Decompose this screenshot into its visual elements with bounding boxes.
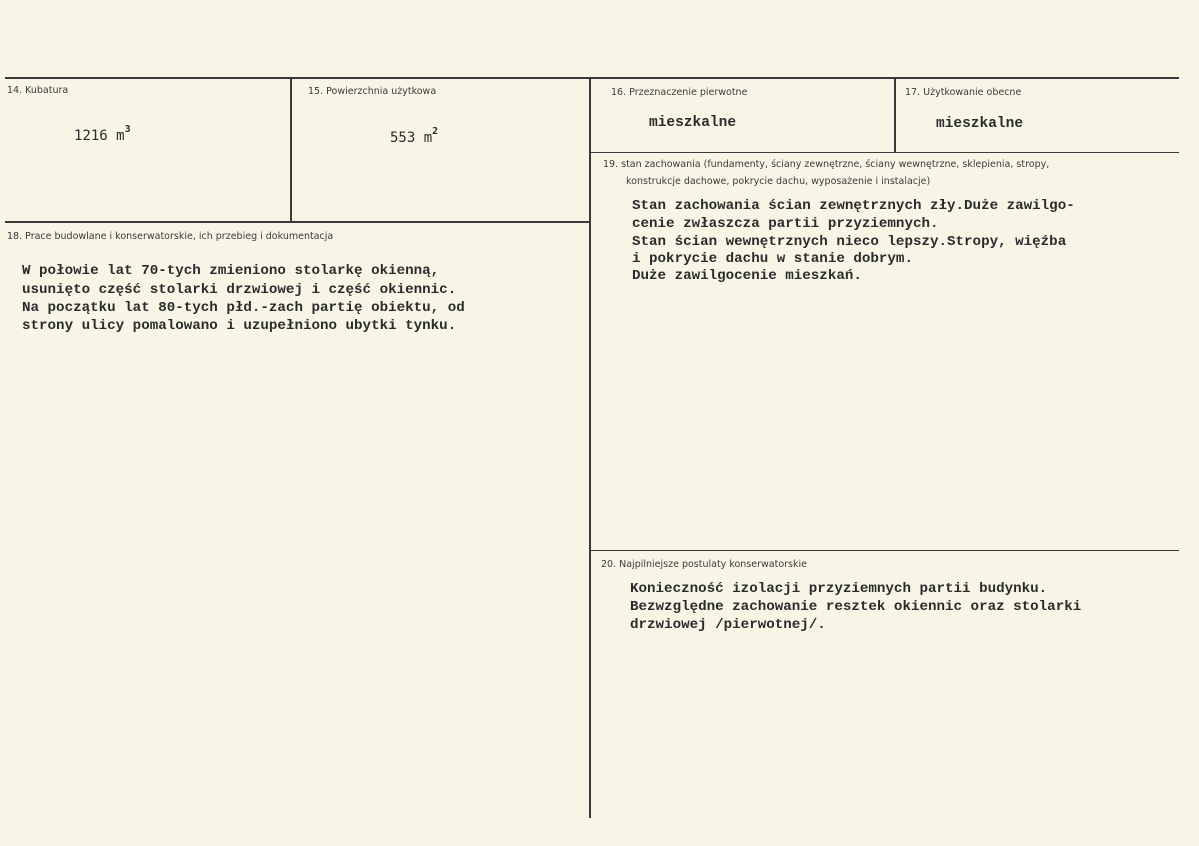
field-14-value (74, 124, 131, 144)
powierzchnia-unit-exponent: 2 (432, 126, 439, 137)
field-20-line-1: Konieczność izolacji przyziemnych partii budynku. (630, 581, 1048, 597)
field-20-label: 20. Najpilniejsze postulaty konserwatorskie (601, 559, 807, 570)
field-17-value: mieszkalne (936, 116, 1024, 132)
powierzchnia-number: 553 (390, 130, 416, 146)
center-divider (589, 78, 591, 818)
field-14-label: 14. Kubatura (7, 85, 69, 96)
field-18-label: 18. Prace budowlane i konserwatorskie, ich przebieg i dokumentacja (7, 231, 334, 242)
field-17-label: 17. Użytkowanie obecne (905, 87, 1022, 98)
powierzchnia-unit: m (423, 130, 433, 146)
field-19-line-1: Stan zachowania ścian zewnętrznych zły.Duże zawilgo- (632, 198, 1075, 214)
field-18-line-3: Na początku lat 80-tych płd.-zach partię obiektu, od (22, 300, 465, 316)
field-16-label: 16. Przeznaczenie pierwotne (611, 87, 748, 98)
field-19-line-4: i pokrycie dachu w stanie dobrym. (632, 251, 913, 267)
field-15-value (390, 126, 438, 146)
divider-14-15 (290, 78, 292, 222)
kubatura-number: 1216 (74, 128, 108, 144)
divider-16-17 (894, 78, 896, 152)
top-rule (5, 77, 1179, 79)
field-19-label-line-2: konstrukcje dachowe, pokrycie dachu, wyposażenie i instalacje) (626, 176, 931, 187)
field-16-value: mieszkalne (649, 115, 737, 131)
field-19-label-line-1: 19. stan zachowania (fundamenty, ściany zewnętrzne, ściany wewnętrzne, sklepienia, stropy, (603, 159, 1050, 170)
field-20-line-3: drzwiowej /pierwotnej/. (630, 617, 826, 633)
field-20-line-2: Bezwzględne zachowanie resztek okiennic oraz stolarki (630, 599, 1082, 615)
field-19-line-5: Duże zawilgocenie mieszkań. (632, 268, 862, 284)
rule-below-16-17 (590, 152, 1179, 153)
field-15-label: 15. Powierzchnia użytkowa (308, 86, 437, 97)
field-19-line-3: Stan ścian wewnętrznych nieco lepszy.Stropy, więźba (632, 234, 1067, 250)
field-18-line-1: W połowie lat 70-tych zmieniono stolarkę okienną, (22, 263, 440, 279)
field-18-line-4: strony ulicy pomalowano i uzupełniono ubytki tynku. (22, 318, 457, 334)
rule-below-14-15 (5, 221, 591, 223)
field-18-line-2: usunięto część stolarki drzwiowej i część okiennic. (22, 282, 457, 298)
kubatura-unit-exponent: 3 (124, 124, 131, 135)
kubatura-unit: m (116, 128, 125, 144)
rule-above-20 (590, 550, 1179, 551)
field-19-line-2: cenie zwłaszcza partii przyziemnych. (632, 216, 939, 232)
